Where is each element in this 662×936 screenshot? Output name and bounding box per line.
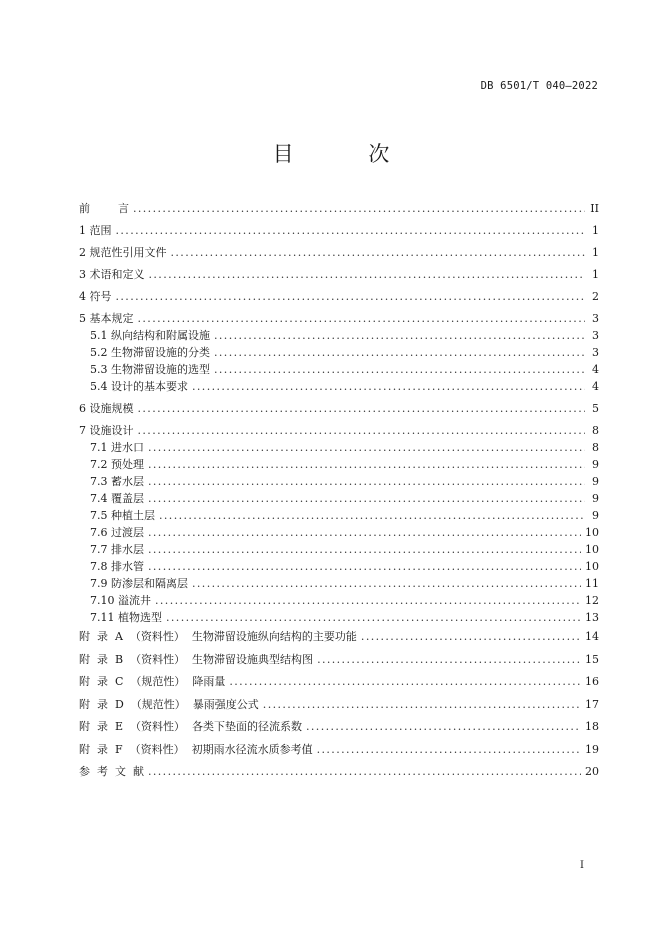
toc-entry-label: 参 考 文 献	[79, 765, 144, 778]
toc-leader	[148, 761, 581, 784]
toc-entry-page: 8	[592, 441, 599, 454]
toc-entry-page: 9	[592, 492, 599, 505]
toc-entry-page: 9	[592, 458, 599, 471]
toc-leader	[133, 200, 585, 217]
toc-leader	[116, 222, 586, 239]
table-of-contents	[79, 200, 599, 784]
toc-entry-label: 附 录 A （资料性） 生物滞留设施纵向结构的主要功能	[79, 630, 357, 643]
toc-title: 目 次	[272, 142, 424, 166]
toc-entry-6[interactable]	[79, 400, 599, 417]
toc-leader	[306, 716, 581, 739]
toc-entry-7-9[interactable]	[79, 575, 599, 592]
toc-entry-7-8[interactable]	[79, 558, 599, 575]
toc-entry-label: 7.6 过渡层	[90, 526, 144, 539]
toc-leader	[159, 507, 585, 524]
toc-leader	[214, 361, 585, 378]
toc-entry-page: 19	[585, 742, 599, 756]
toc-leader	[192, 378, 585, 395]
toc-entry-7-1[interactable]	[79, 439, 599, 456]
toc-entry-label: 5.2 生物滞留设施的分类	[90, 346, 210, 359]
toc-entry-label: 7.2 预处理	[90, 458, 144, 471]
toc-leader	[149, 266, 586, 283]
toc-entry-page: 11	[585, 577, 599, 590]
toc-entry-page: 4	[592, 380, 599, 393]
toc-leader	[166, 609, 581, 626]
toc-leader	[148, 456, 585, 473]
toc-entry-label: 1 范围	[79, 224, 112, 237]
toc-entry-page: 18	[585, 720, 599, 733]
toc-entry-1[interactable]	[79, 222, 599, 239]
toc-entry-label: 5.4 设计的基本要求	[90, 380, 188, 393]
toc-leader	[229, 671, 581, 694]
toc-entry-label: 附 录 B （资料性） 生物滞留设施典型结构图	[79, 652, 314, 666]
toc-leader	[317, 739, 581, 762]
toc-leader	[361, 626, 581, 649]
toc-entry-references[interactable]	[79, 761, 599, 784]
toc-entry-page: 20	[585, 765, 599, 778]
toc-leader	[171, 244, 586, 261]
toc-entry-5[interactable]	[79, 310, 599, 327]
toc-entry-5-2[interactable]	[79, 344, 599, 361]
toc-leader	[116, 288, 586, 305]
toc-leader	[214, 327, 585, 344]
toc-entry-label: 附 录 D （规范性） 暴雨强度公式	[79, 697, 259, 711]
toc-entry-page: 15	[585, 652, 599, 666]
toc-leader	[138, 400, 586, 417]
toc-entry-page: 16	[585, 675, 599, 688]
toc-entry-appendix-f[interactable]	[79, 739, 599, 762]
toc-entry-page: 9	[592, 475, 599, 488]
toc-entry-label: 7.11 植物选型	[90, 611, 162, 624]
toc-entry-page: 3	[592, 329, 599, 342]
toc-entry-7-2[interactable]	[79, 456, 599, 473]
toc-entry-7-11[interactable]	[79, 609, 599, 626]
toc-entry-label: 5.3 生物滞留设施的选型	[90, 363, 210, 376]
toc-entry-label: 5 基本规定	[79, 312, 134, 325]
page-number: I	[580, 860, 584, 871]
toc-entry-5-3[interactable]	[79, 361, 599, 378]
toc-entry-appendix-e[interactable]	[79, 716, 599, 739]
toc-entry-label: 3 术语和定义	[79, 268, 145, 281]
toc-entry-appendix-a[interactable]	[79, 626, 599, 649]
toc-entry-page: 1	[592, 224, 599, 237]
toc-entry-foreword[interactable]	[79, 200, 599, 217]
toc-leader	[148, 524, 581, 541]
toc-leader	[148, 473, 585, 490]
toc-leader	[317, 649, 581, 672]
toc-entry-4[interactable]	[79, 288, 599, 305]
toc-entry-label: 7.5 种植土层	[90, 509, 155, 522]
toc-entry-page: 14	[585, 630, 599, 643]
toc-entry-page: 2	[592, 290, 599, 303]
toc-entry-2[interactable]	[79, 244, 599, 261]
toc-leader	[148, 490, 585, 507]
toc-entry-page: 10	[585, 526, 599, 539]
toc-entry-label: 5.1 纵向结构和附属设施	[90, 329, 210, 342]
toc-entry-page: 17	[585, 697, 599, 711]
toc-entry-3[interactable]	[79, 266, 599, 283]
toc-entry-page: 8	[592, 424, 599, 437]
toc-entry-7-10[interactable]	[79, 592, 599, 609]
toc-leader	[263, 694, 581, 717]
toc-entry-page: 10	[585, 543, 599, 556]
toc-entry-page: 1	[592, 268, 599, 281]
toc-entry-label: 2 规范性引用文件	[79, 246, 167, 259]
document-code: DB 6501/T 040—2022	[480, 80, 598, 92]
toc-entry-page: 5	[592, 402, 599, 415]
toc-leader	[192, 575, 581, 592]
toc-entry-page: 3	[592, 312, 599, 325]
toc-entry-label: 附 录 E （资料性） 各类下垫面的径流系数	[79, 720, 303, 733]
toc-leader	[138, 422, 586, 439]
toc-entry-page: 9	[592, 509, 599, 522]
toc-leader	[148, 558, 581, 575]
toc-entry-page: 1	[592, 246, 599, 259]
toc-entry-label: 前 言	[79, 202, 129, 215]
toc-entry-label: 7 设施设计	[79, 424, 134, 437]
toc-entry-label: 7.8 排水管	[90, 560, 144, 573]
toc-entry-appendix-b[interactable]	[79, 649, 599, 672]
toc-leader	[138, 310, 586, 327]
toc-entry-label: 7.9 防渗层和隔离层	[90, 577, 188, 590]
toc-entry-label: 4 符号	[79, 290, 112, 303]
toc-entry-page: 3	[592, 346, 599, 359]
toc-leader	[214, 344, 585, 361]
toc-leader	[155, 592, 581, 609]
toc-entry-7-5[interactable]	[79, 507, 599, 524]
toc-entry-label: 7.7 排水层	[90, 543, 144, 556]
toc-entry-page: 10	[585, 560, 599, 573]
toc-entry-appendix-c[interactable]	[79, 671, 599, 694]
toc-entry-page: 4	[592, 363, 599, 376]
toc-entry-appendix-d[interactable]	[79, 694, 599, 717]
toc-entry-7-6[interactable]	[79, 524, 599, 541]
toc-entry-5-4[interactable]	[79, 378, 599, 395]
toc-entry-page: II	[590, 202, 599, 215]
toc-entry-7-3[interactable]	[79, 473, 599, 490]
toc-entry-label: 6 设施规模	[79, 402, 134, 415]
toc-leader	[148, 541, 581, 558]
toc-entry-label: 7.4 覆盖层	[90, 492, 144, 505]
toc-entry-label: 7.1 进水口	[90, 441, 144, 454]
toc-entry-5-1[interactable]	[79, 327, 599, 344]
toc-entry-label: 附 录 F （资料性） 初期雨水径流水质参考值	[79, 742, 313, 756]
toc-entry-7-7[interactable]	[79, 541, 599, 558]
toc-entry-page: 12	[585, 594, 599, 607]
toc-entry-label: 附 录 C （规范性） 降雨量	[79, 675, 226, 688]
toc-entry-7-4[interactable]	[79, 490, 599, 507]
toc-leader	[148, 439, 585, 456]
toc-entry-label: 7.10 溢流井	[90, 594, 151, 607]
toc-entry-7[interactable]	[79, 422, 599, 439]
toc-entry-page: 13	[585, 611, 599, 624]
toc-entry-label: 7.3 蓄水层	[90, 475, 144, 488]
